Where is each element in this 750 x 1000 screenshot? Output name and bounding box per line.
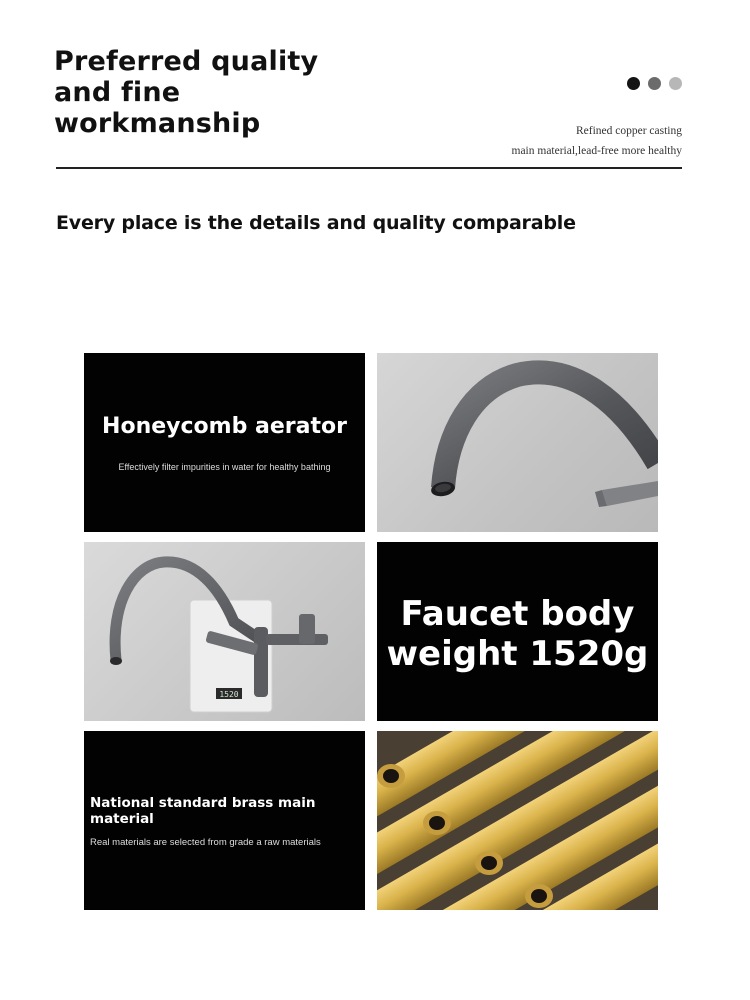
dot-1 bbox=[627, 77, 640, 90]
faucet-on-scale-image bbox=[84, 542, 365, 721]
honeycomb-text: Effectively filter impurities in water for healthy bathing bbox=[118, 462, 331, 472]
sub-line-1: Refined copper casting bbox=[575, 125, 682, 137]
scale-readout: 1520 bbox=[219, 690, 239, 699]
header-divider bbox=[56, 167, 682, 169]
brass-text: Real materials are selected from grade a raw materials bbox=[90, 837, 321, 848]
page-title bbox=[54, 46, 354, 139]
honeycomb-aerator-card bbox=[84, 353, 365, 532]
dot-indicators bbox=[627, 77, 682, 90]
dot-2 bbox=[648, 77, 661, 90]
honeycomb-heading: Honeycomb aerator bbox=[102, 414, 347, 439]
title-line-2: and fine bbox=[54, 77, 181, 108]
brass-pipes-image bbox=[377, 731, 658, 910]
sub-line-2: main material,lead-free more healthy bbox=[511, 145, 682, 157]
dot-3 bbox=[669, 77, 682, 90]
brass-material-card bbox=[84, 731, 365, 910]
weight-heading bbox=[377, 594, 658, 674]
title-line-1: Preferred quality bbox=[54, 46, 319, 77]
spout-illustration bbox=[377, 353, 658, 532]
spout-closeup-image bbox=[377, 353, 658, 532]
section-subtitle: Every place is the details and quality comparable bbox=[56, 212, 576, 234]
header-description bbox=[512, 121, 683, 161]
weight-line-1: Faucet body bbox=[400, 594, 635, 634]
brass-heading: National standard brass main material bbox=[90, 795, 316, 827]
brass-pipes-illustration bbox=[377, 731, 658, 910]
weight-line-2: weight 1520g bbox=[386, 634, 649, 674]
title-line-3: workmanship bbox=[54, 108, 261, 139]
faucet-scale-illustration bbox=[84, 542, 365, 721]
faucet-weight-card bbox=[377, 542, 658, 721]
